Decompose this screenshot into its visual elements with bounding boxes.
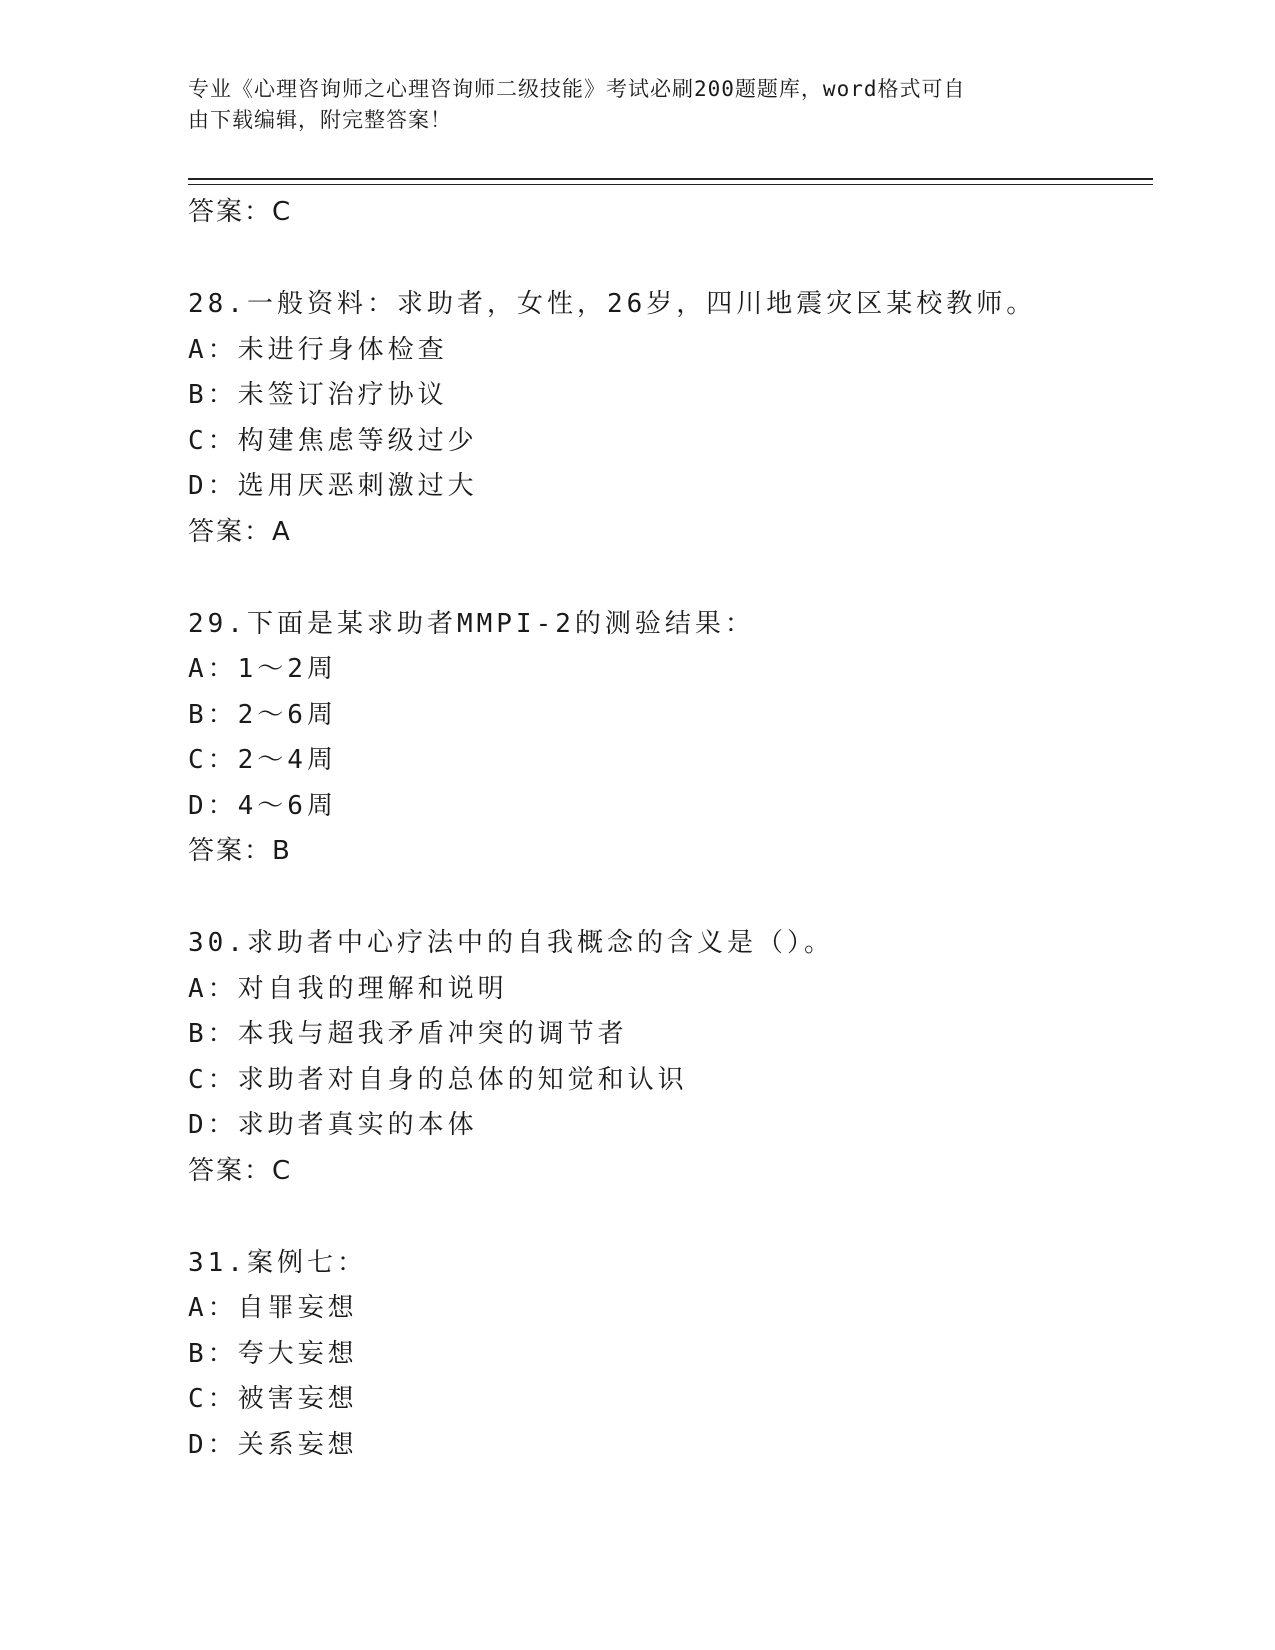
option-b: B：夸大妄想: [188, 1338, 358, 1369]
header-divider: [188, 178, 1153, 185]
header-line-2: 由下载编辑，附完整答案！: [188, 108, 452, 132]
option-c: C：2～4周: [188, 745, 337, 775]
question-stem: 30.求助者中心疗法中的自我概念的含义是（）。: [188, 928, 834, 958]
spacer: [188, 875, 1153, 921]
question-29: [188, 602, 1153, 876]
question-28: [188, 282, 1153, 556]
option-a: A：自罪妄想: [188, 1293, 358, 1323]
answer-line: 答案：C: [188, 1155, 293, 1186]
document-header: [188, 74, 1068, 136]
option-b: B：本我与超我矛盾冲突的调节者: [188, 1019, 628, 1049]
spacer: [188, 236, 1153, 282]
option-a: A：未进行身体检查: [188, 334, 448, 365]
option-c: C：构建焦虑等级过少: [188, 425, 478, 456]
question-stem: 28.一般资料：求助者，女性，26岁，四川地震灾区某校教师。: [188, 289, 1037, 319]
option-b: B：2～6周: [188, 699, 337, 730]
question-stem: 31.案例七：: [188, 1247, 367, 1278]
question-content: [188, 190, 1153, 1468]
header-line-1: 专业《心理咨询师之心理咨询师二级技能》考试必刷200题题库，word格式可自: [188, 77, 966, 101]
option-d: D：求助者真实的本体: [188, 1110, 478, 1140]
spacer: [188, 556, 1153, 602]
option-d: D：选用厌恶刺激过大: [188, 471, 478, 501]
option-a: A：1～2周: [188, 654, 337, 684]
option-c: C：被害妄想: [188, 1384, 358, 1414]
question-31: [188, 1241, 1153, 1469]
spacer: [188, 1195, 1153, 1241]
option-c: C：求助者对自身的总体的知觉和认识: [188, 1064, 688, 1095]
answer-line: 答案：B: [188, 836, 292, 866]
option-d: D：关系妄想: [188, 1429, 358, 1460]
option-d: D：4～6周: [188, 790, 337, 821]
option-a: A：对自我的理解和说明: [188, 973, 508, 1004]
answer-line: 答案：C: [188, 197, 293, 227]
answer-line: 答案：A: [188, 516, 292, 547]
option-b: B：未签订治疗协议: [188, 380, 448, 410]
question-30: [188, 921, 1153, 1195]
question-stem: 29.下面是某求助者MMPI-2的测验结果：: [188, 608, 755, 639]
